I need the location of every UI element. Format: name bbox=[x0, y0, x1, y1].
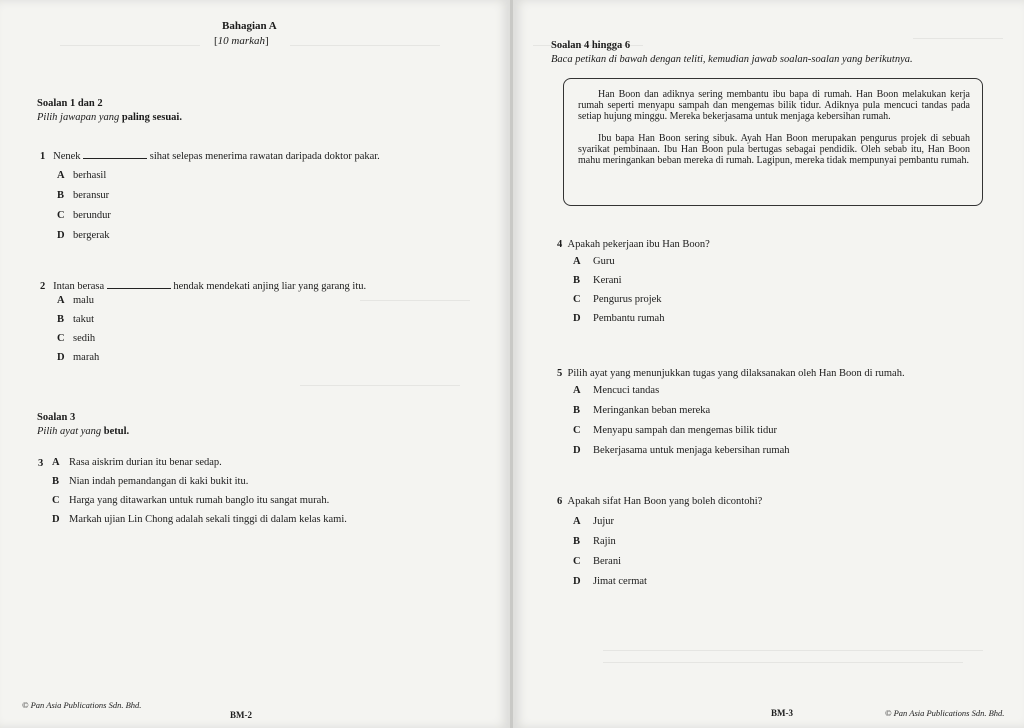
option-letter: C bbox=[57, 210, 65, 221]
option-text: Rajin bbox=[593, 536, 616, 547]
question-number: 2 bbox=[40, 281, 46, 292]
page-number: BM-2 bbox=[230, 710, 252, 720]
bleed-through-mark bbox=[300, 385, 460, 386]
bleed-through-mark bbox=[603, 650, 983, 651]
page-number: BM-3 bbox=[771, 708, 793, 718]
passage-paragraph: Han Boon dan adiknya sering membantu ibu bapa di rumah. Han Boon melakukan kerja rumah seperti menyapu sampah dan mengemas bilik tidur. Adiknya pula mencuci tandas pada setiap hujung minggu. Mereka bekerjasama untuk menjaga kebersihan rumah. bbox=[578, 89, 970, 123]
option-letter: B bbox=[57, 314, 65, 325]
option-text: beransur bbox=[73, 190, 110, 201]
option-letter: D bbox=[57, 352, 65, 363]
bleed-through-mark bbox=[60, 45, 200, 46]
instruction-prefix: Pilih jawapan yang bbox=[37, 112, 122, 123]
answer-blank bbox=[107, 288, 171, 289]
question-stem: Apakah sifat Han Boon yang boleh dicontohi? bbox=[567, 496, 763, 507]
option-letter: B bbox=[573, 405, 581, 416]
option-text: Meringankan beban mereka bbox=[593, 405, 711, 416]
option-letter: B bbox=[52, 476, 60, 487]
marks-label: [10 markah] bbox=[214, 35, 269, 47]
option-letter: D bbox=[573, 445, 581, 456]
option-text: bergerak bbox=[73, 230, 110, 241]
option-letter: A bbox=[573, 256, 581, 267]
option-letter: B bbox=[57, 190, 65, 201]
option-text: malu bbox=[73, 295, 94, 306]
question-stem-start: Nenek bbox=[53, 151, 81, 162]
option-letter: C bbox=[573, 556, 581, 567]
q3-heading: Soalan 3 bbox=[37, 412, 76, 423]
question-number: 4 bbox=[557, 239, 563, 250]
option-letter: D bbox=[57, 230, 65, 241]
option-text: Guru bbox=[593, 256, 615, 267]
left-page bbox=[0, 0, 510, 728]
option-text: Mencuci tandas bbox=[593, 385, 660, 396]
option-letter: A bbox=[52, 457, 60, 468]
question-number: 5 bbox=[557, 368, 563, 379]
option-text: Pembantu rumah bbox=[593, 313, 665, 324]
right-page bbox=[513, 0, 1024, 728]
option-letter: D bbox=[573, 313, 581, 324]
section-title: Bahagian A bbox=[222, 20, 277, 32]
option-text: Rasa aiskrim durian itu benar sedap. bbox=[69, 457, 222, 468]
answer-blank bbox=[83, 158, 147, 159]
instruction-bold: betul. bbox=[103, 426, 130, 437]
option-text: takut bbox=[73, 314, 94, 325]
option-text: Pengurus projek bbox=[593, 294, 662, 305]
q1-2-heading: Soalan 1 dan 2 bbox=[37, 98, 103, 109]
option-text: Kerani bbox=[593, 275, 622, 286]
question-number: 1 bbox=[40, 151, 46, 162]
question-2 bbox=[40, 280, 366, 293]
section-heading: Soalan 4 hingga 6 bbox=[551, 40, 631, 51]
option-letter: C bbox=[57, 333, 65, 344]
q1-2-instruction bbox=[37, 111, 182, 124]
bleed-through-mark bbox=[603, 662, 963, 663]
question-stem-end: sihat selepas menerima rawatan daripada doktor pakar. bbox=[149, 151, 380, 162]
passage-paragraph: Ibu bapa Han Boon sering sibuk. Ayah Han Boon merupakan pengurus projek di sebuah syarikat pembinaan. Ibu Han Boon pula bertugas sebagai pendidik. Oleh sebab itu, Han Boon mahu meringankan beban mereka di rumah. Lagipun, mereka tidak mempunyai pembantu rumah. bbox=[578, 132, 970, 167]
question-5 bbox=[557, 367, 905, 380]
option-text: Jujur bbox=[593, 516, 614, 527]
instruction-bold: paling sesuai. bbox=[121, 112, 182, 123]
option-text: Jimat cermat bbox=[593, 576, 647, 587]
option-text: Markah ujian Lin Chong adalah sekali tinggi di dalam kelas kami. bbox=[69, 514, 347, 525]
reading-passage bbox=[563, 78, 983, 206]
option-letter: A bbox=[573, 516, 581, 527]
question-6 bbox=[557, 495, 762, 508]
option-letter: C bbox=[52, 495, 60, 506]
option-letter: C bbox=[573, 294, 581, 305]
question-number: 6 bbox=[557, 496, 563, 507]
question-1 bbox=[40, 150, 380, 163]
instruction-prefix: Pilih ayat yang bbox=[37, 426, 104, 437]
option-text: Nian indah pemandangan di kaki bukit itu. bbox=[69, 476, 249, 487]
bleed-through-mark bbox=[360, 300, 470, 301]
option-text: Menyapu sampah dan mengemas bilik tidur bbox=[593, 425, 778, 436]
question-4 bbox=[557, 238, 710, 251]
option-text: sedih bbox=[73, 333, 96, 344]
option-letter: B bbox=[573, 536, 581, 547]
option-letter: A bbox=[57, 295, 65, 306]
publisher-footer: © Pan Asia Publications Sdn. Bhd. bbox=[885, 708, 1005, 718]
reading-instruction: Baca petikan di bawah dengan teliti, kemudian jawab soalan-soalan yang berikutnya. bbox=[551, 54, 913, 65]
option-text: Bekerjasama untuk menjaga kebersihan rumah bbox=[593, 445, 790, 456]
option-letter: B bbox=[573, 275, 581, 286]
option-letter: A bbox=[573, 385, 581, 396]
option-text: berundur bbox=[73, 210, 111, 221]
q3-instruction bbox=[37, 425, 129, 438]
option-text: marah bbox=[73, 352, 100, 363]
option-letter: A bbox=[57, 170, 65, 181]
question-stem: Apakah pekerjaan ibu Han Boon? bbox=[567, 239, 710, 250]
option-text: berhasil bbox=[73, 170, 107, 181]
option-letter: D bbox=[52, 514, 60, 525]
option-text: Harga yang ditawarkan untuk rumah banglo itu sangat murah. bbox=[69, 495, 330, 506]
option-letter: C bbox=[573, 425, 581, 436]
question-stem-end: hendak mendekati anjing liar yang garang itu. bbox=[173, 281, 367, 292]
question-stem-start: Intan berasa bbox=[53, 281, 105, 292]
question-number: 3 bbox=[38, 458, 44, 469]
option-text: Berani bbox=[593, 556, 621, 567]
bleed-through-mark bbox=[290, 45, 440, 46]
bleed-through-mark bbox=[913, 38, 1003, 39]
option-letter: D bbox=[573, 576, 581, 587]
question-stem: Pilih ayat yang menunjukkan tugas yang dilaksanakan oleh Han Boon di rumah. bbox=[567, 368, 905, 379]
publisher-footer: © Pan Asia Publications Sdn. Bhd. bbox=[22, 700, 142, 710]
